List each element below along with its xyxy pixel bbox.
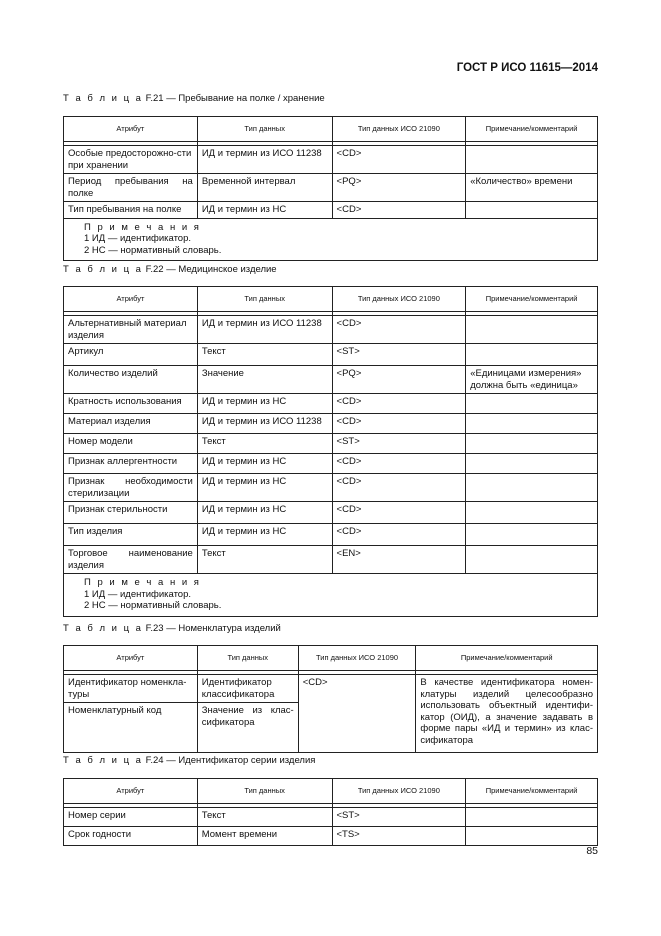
header-row	[64, 779, 598, 804]
notes-title: П р и м е ч а н и я	[84, 577, 201, 588]
table-row	[64, 146, 598, 174]
table-row	[64, 474, 598, 502]
col-header-attribute: Атрибут	[64, 117, 198, 142]
cell-comment	[466, 502, 598, 524]
cell-comment	[466, 827, 598, 846]
table-row	[64, 827, 598, 846]
cell-datatype: Текст	[197, 344, 332, 366]
cell-iso-datatype: <CD>	[332, 316, 466, 344]
col-header-comment: Примечание/комментарий	[466, 287, 598, 312]
cell-iso-datatype: <PQ>	[332, 174, 466, 202]
cell-datatype: ИД и термин из ИСО 11238	[197, 146, 332, 174]
cell-datatype: Момент времени	[197, 827, 332, 846]
header-row	[64, 287, 598, 312]
cell-comment	[466, 316, 598, 344]
cell-attribute: Альтернативный материал изделия	[64, 316, 198, 344]
table-row	[64, 675, 598, 703]
table-f22	[63, 286, 598, 617]
cell-comment	[466, 414, 598, 434]
cell-iso-datatype: <CD>	[332, 414, 466, 434]
cell-attribute: Номенклатурный код	[64, 703, 198, 753]
cell-datatype: ИД и термин из НС	[197, 474, 332, 502]
cell-datatype: ИД и термин из ИСО 11238	[197, 316, 332, 344]
table-notes	[64, 574, 598, 617]
cell-iso-datatype: <EN>	[332, 546, 466, 574]
cell-iso-datatype: <CD>	[298, 675, 416, 753]
caption-word: Т а б л и ц а	[63, 93, 143, 104]
page-number: 85	[586, 845, 598, 857]
cell-comment	[466, 202, 598, 219]
col-header-comment: Примечание/комментарий	[466, 779, 598, 804]
cell-iso-datatype: <CD>	[332, 502, 466, 524]
table-row	[64, 546, 598, 574]
cell-comment	[466, 394, 598, 414]
table-row	[64, 808, 598, 827]
col-header-datatype: Тип данных	[197, 779, 332, 804]
cell-comment	[466, 524, 598, 546]
cell-datatype: ИД и термин из НС	[197, 394, 332, 414]
col-header-attribute: Атрибут	[64, 779, 198, 804]
note-item: 1 ИД — идентификатор.	[84, 588, 192, 600]
cell-datatype: Текст	[197, 546, 332, 574]
table-row	[64, 502, 598, 524]
cell-datatype: Текст	[197, 434, 332, 454]
note-item: 2 НС — нормативный словарь.	[84, 244, 222, 256]
table-f21	[63, 116, 598, 261]
cell-attribute: Тип пребывания на полке	[64, 202, 198, 219]
cell-datatype: ИД и термин из НС	[197, 502, 332, 524]
cell-attribute: Номер серии	[64, 808, 198, 827]
cell-attribute: Идентификатор номенкла-туры	[64, 675, 198, 703]
cell-attribute: Признак необходимости стерилизации	[64, 474, 198, 502]
table-f23	[63, 645, 598, 753]
table-row	[64, 316, 598, 344]
cell-attribute: Тип изделия	[64, 524, 198, 546]
table-row	[64, 202, 598, 219]
cell-comment: «Количество» времени	[466, 174, 598, 202]
table-caption-f23	[63, 623, 281, 634]
table-row	[64, 394, 598, 414]
caption-word: Т а б л и ц а	[63, 755, 143, 766]
cell-iso-datatype: <ST>	[332, 434, 466, 454]
col-header-attribute: Атрибут	[64, 287, 198, 312]
col-header-iso-datatype: Тип данных ИСО 21090	[332, 287, 466, 312]
cell-comment	[466, 344, 598, 366]
table-row	[64, 366, 598, 394]
col-header-iso-datatype: Тип данных ИСО 21090	[332, 779, 466, 804]
note-item: 2 НС — нормативный словарь.	[84, 600, 222, 611]
table-row	[64, 454, 598, 474]
table-caption-f24	[63, 755, 315, 766]
caption-word: Т а б л и ц а	[63, 264, 143, 275]
notes-title: П р и м е ч а н и я	[84, 221, 201, 233]
cell-datatype: Текст	[197, 808, 332, 827]
cell-iso-datatype: <CD>	[332, 524, 466, 546]
cell-attribute: Кратность использования	[64, 394, 198, 414]
cell-comment	[466, 474, 598, 502]
cell-iso-datatype: <ST>	[332, 344, 466, 366]
table-row	[64, 174, 598, 202]
cell-iso-datatype: <CD>	[332, 146, 466, 174]
cell-attribute: Артикул	[64, 344, 198, 366]
cell-iso-datatype: <TS>	[332, 827, 466, 846]
cell-attribute: Признак стерильности	[64, 502, 198, 524]
cell-comment	[466, 808, 598, 827]
cell-datatype: Значение	[197, 366, 332, 394]
caption-text: F.21 — Пребывание на полке / хранение	[145, 93, 325, 104]
notes-row	[64, 218, 598, 261]
cell-comment	[466, 146, 598, 174]
notes-row	[64, 574, 598, 617]
cell-attribute: Особые предосторожно-сти при хранении	[64, 146, 198, 174]
cell-attribute: Период пребывания на полке	[64, 174, 198, 202]
cell-attribute: Признак аллергентности	[64, 454, 198, 474]
table-caption-f21	[63, 93, 325, 104]
col-header-iso-datatype: Тип данных ИСО 21090	[298, 646, 416, 671]
cell-comment: «Единицами измерения» должна быть «единица»	[466, 366, 598, 394]
cell-attribute: Номер модели	[64, 434, 198, 454]
table-row	[64, 434, 598, 454]
cell-iso-datatype: <CD>	[332, 202, 466, 219]
caption-text: F.23 — Номенклатура изделий	[145, 623, 281, 634]
cell-datatype: ИД и термин из ИСО 11238	[197, 414, 332, 434]
cell-datatype: ИД и термин из НС	[197, 202, 332, 219]
col-header-comment: Примечание/комментарий	[466, 117, 598, 142]
header-row	[64, 117, 598, 142]
caption-word: Т а б л и ц а	[63, 623, 143, 634]
cell-datatype: Временной интервал	[197, 174, 332, 202]
cell-comment	[466, 454, 598, 474]
table-row	[64, 414, 598, 434]
cell-datatype: Идентификатор классификатора	[197, 675, 298, 703]
cell-comment	[466, 434, 598, 454]
document-code: ГОСТ Р ИСО 11615—2014	[456, 62, 598, 74]
table-caption-f22	[63, 264, 277, 275]
cell-attribute: Материал изделия	[64, 414, 198, 434]
cell-attribute: Количество изделий	[64, 366, 198, 394]
cell-datatype: ИД и термин из НС	[197, 524, 332, 546]
cell-iso-datatype: <ST>	[332, 808, 466, 827]
col-header-datatype: Тип данных	[197, 646, 298, 671]
col-header-datatype: Тип данных	[197, 287, 332, 312]
cell-attribute: Срок годности	[64, 827, 198, 846]
cell-iso-datatype: <CD>	[332, 394, 466, 414]
col-header-iso-datatype: Тип данных ИСО 21090	[332, 117, 466, 142]
cell-iso-datatype: <CD>	[332, 454, 466, 474]
cell-datatype: Значение из клас-сификатора	[197, 703, 298, 753]
table-row	[64, 524, 598, 546]
header-row	[64, 646, 598, 671]
table-f24	[63, 778, 598, 846]
cell-datatype: ИД и термин из НС	[197, 454, 332, 474]
cell-attribute: Торговое наименование изделия	[64, 546, 198, 574]
caption-text: F.24 — Идентификатор серии изделия	[145, 755, 316, 766]
note-item: 1 ИД — идентификатор.	[84, 233, 192, 244]
col-header-comment: Примечание/комментарий	[416, 646, 598, 671]
cell-iso-datatype: <PQ>	[332, 366, 466, 394]
table-notes	[64, 218, 598, 261]
table-row	[64, 344, 598, 366]
cell-iso-datatype: <CD>	[332, 474, 466, 502]
col-header-datatype: Тип данных	[197, 117, 332, 142]
cell-comment: В качестве идентификатора номен-клатуры изделий целесообразно использовать объектный идентифи-катор (ОИД), а значение задавать в форме пары «ИД и термин» из клас-сификатора	[416, 675, 598, 753]
caption-text: F.22 — Медицинское изделие	[145, 264, 277, 275]
cell-comment	[466, 546, 598, 574]
col-header-attribute: Атрибут	[64, 646, 198, 671]
